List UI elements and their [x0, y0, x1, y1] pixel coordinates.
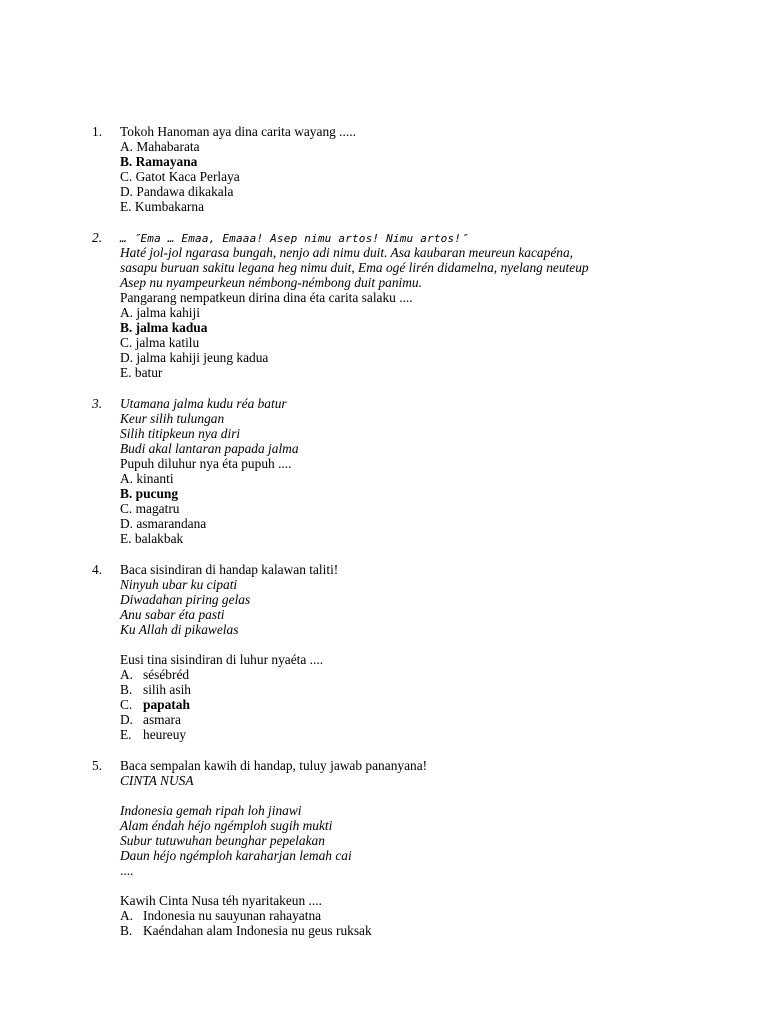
- passage-line: Silih titipkeun nya diri: [120, 426, 241, 441]
- option-c: C. magatru: [120, 501, 180, 516]
- passage-line: Indonesia gemah ripah loh jinawi: [120, 803, 302, 818]
- option-e: [120, 727, 186, 742]
- option-e: E. batur: [120, 365, 163, 380]
- option-e: E. Kumbakarna: [120, 199, 205, 214]
- question-number: 5.: [92, 758, 103, 773]
- option-text: Kaéndahan alam Indonesia nu geus ruksak: [143, 923, 372, 938]
- option-a: A. kinanti: [120, 471, 174, 486]
- passage-line: Subur tutuwuhan beunghar pepelakan: [120, 833, 325, 848]
- option-label: B.: [120, 923, 133, 938]
- question-number: 1.: [92, 124, 103, 139]
- question-prompt: Pupuh diluhur nya éta pupuh ....: [120, 456, 292, 471]
- option-text: heureuy: [143, 727, 187, 742]
- passage-line: Ninyuh ubar ku cipati: [120, 577, 238, 592]
- option-c: C. Gatot Kaca Perlaya: [120, 169, 240, 184]
- option-text: asmara: [143, 712, 181, 727]
- question-text: Baca sempalan kawih di handap, tuluy jawab pananyana!: [120, 758, 428, 773]
- option-label: D.: [120, 712, 134, 727]
- option-d: [120, 712, 181, 727]
- option-b: [120, 682, 191, 697]
- passage-line: sasapu buruan sakitu legana heg nimu duit, Ema ogé lirén didamelna, nyelang neuteup: [120, 260, 589, 275]
- option-label: A.: [120, 908, 134, 923]
- passage-line: Ku Allah di pikawelas: [120, 622, 239, 637]
- question-number: 2.: [92, 230, 103, 245]
- option-b-answer: B. Ramayana: [120, 154, 198, 169]
- dialogue-intro: … ″Ema … Emaa, Emaaa! Asep nimu artos! Nimu artos!″: [120, 232, 468, 245]
- question-text: Baca sisindiran di handap kalawan taliti!: [120, 562, 339, 577]
- question-number: 4.: [92, 562, 103, 577]
- option-c: C. jalma katilu: [120, 335, 200, 350]
- option-text: sésébréd: [143, 667, 190, 682]
- option-a: A. Mahabarata: [120, 139, 200, 154]
- option-d: D. asmarandana: [120, 516, 207, 531]
- passage-line: Asep nu nyampeurkeun némbong-némbong duit panimu.: [120, 275, 422, 290]
- option-text: Indonesia nu sauyunan rahayatna: [143, 908, 322, 923]
- question-number: 3.: [92, 396, 103, 411]
- option-b-answer: B. jalma kadua: [120, 320, 208, 335]
- passage-line: Alam éndah héjo ngémploh sugih mukti: [120, 818, 333, 833]
- option-a: [120, 667, 189, 682]
- question-prompt: Kawih Cinta Nusa téh nyaritakeun ....: [120, 893, 322, 908]
- passage-line: Keur silih tulungan: [120, 411, 225, 426]
- option-e: E. balakbak: [120, 531, 184, 546]
- passage-line: Utamana jalma kudu réa batur: [120, 396, 287, 411]
- option-label: B.: [120, 682, 133, 697]
- option-b-answer: B. pucung: [120, 486, 179, 501]
- passage-line: Diwadahan piring gelas: [120, 592, 251, 607]
- option-d: D. Pandawa dikakala: [120, 184, 234, 199]
- passage-line: Haté jol-jol ngarasa bungah, nenjo adi nimu duit. Asa kaubaran meureun kacapéna,: [120, 245, 574, 260]
- question-prompt: Pangarang nempatkeun dirina dina éta carita salaku ....: [120, 290, 413, 305]
- passage-ellipsis: ....: [120, 863, 134, 878]
- option-a: A. jalma kahiji: [120, 305, 200, 320]
- question-prompt: Eusi tina sisindiran di luhur nyaéta ....: [120, 652, 324, 667]
- passage-line: Budi akal lantaran papada jalma: [120, 441, 299, 456]
- option-a: [120, 908, 321, 923]
- option-text: silih asih: [143, 682, 191, 697]
- option-label: C.: [120, 697, 133, 712]
- song-title: CINTA NUSA: [120, 773, 194, 788]
- option-label: E.: [120, 727, 132, 742]
- option-d: D. jalma kahiji jeung kadua: [120, 350, 269, 365]
- option-label: A.: [120, 667, 134, 682]
- question-text: Tokoh Hanoman aya dina carita wayang .....: [120, 124, 356, 139]
- passage-line: Anu sabar éta pasti: [120, 607, 225, 622]
- option-c-answer: [120, 697, 190, 712]
- option-text: papatah: [143, 697, 190, 712]
- option-b: [120, 923, 372, 938]
- passage-line: Daun héjo ngémploh karaharjan lemah cai: [120, 848, 352, 863]
